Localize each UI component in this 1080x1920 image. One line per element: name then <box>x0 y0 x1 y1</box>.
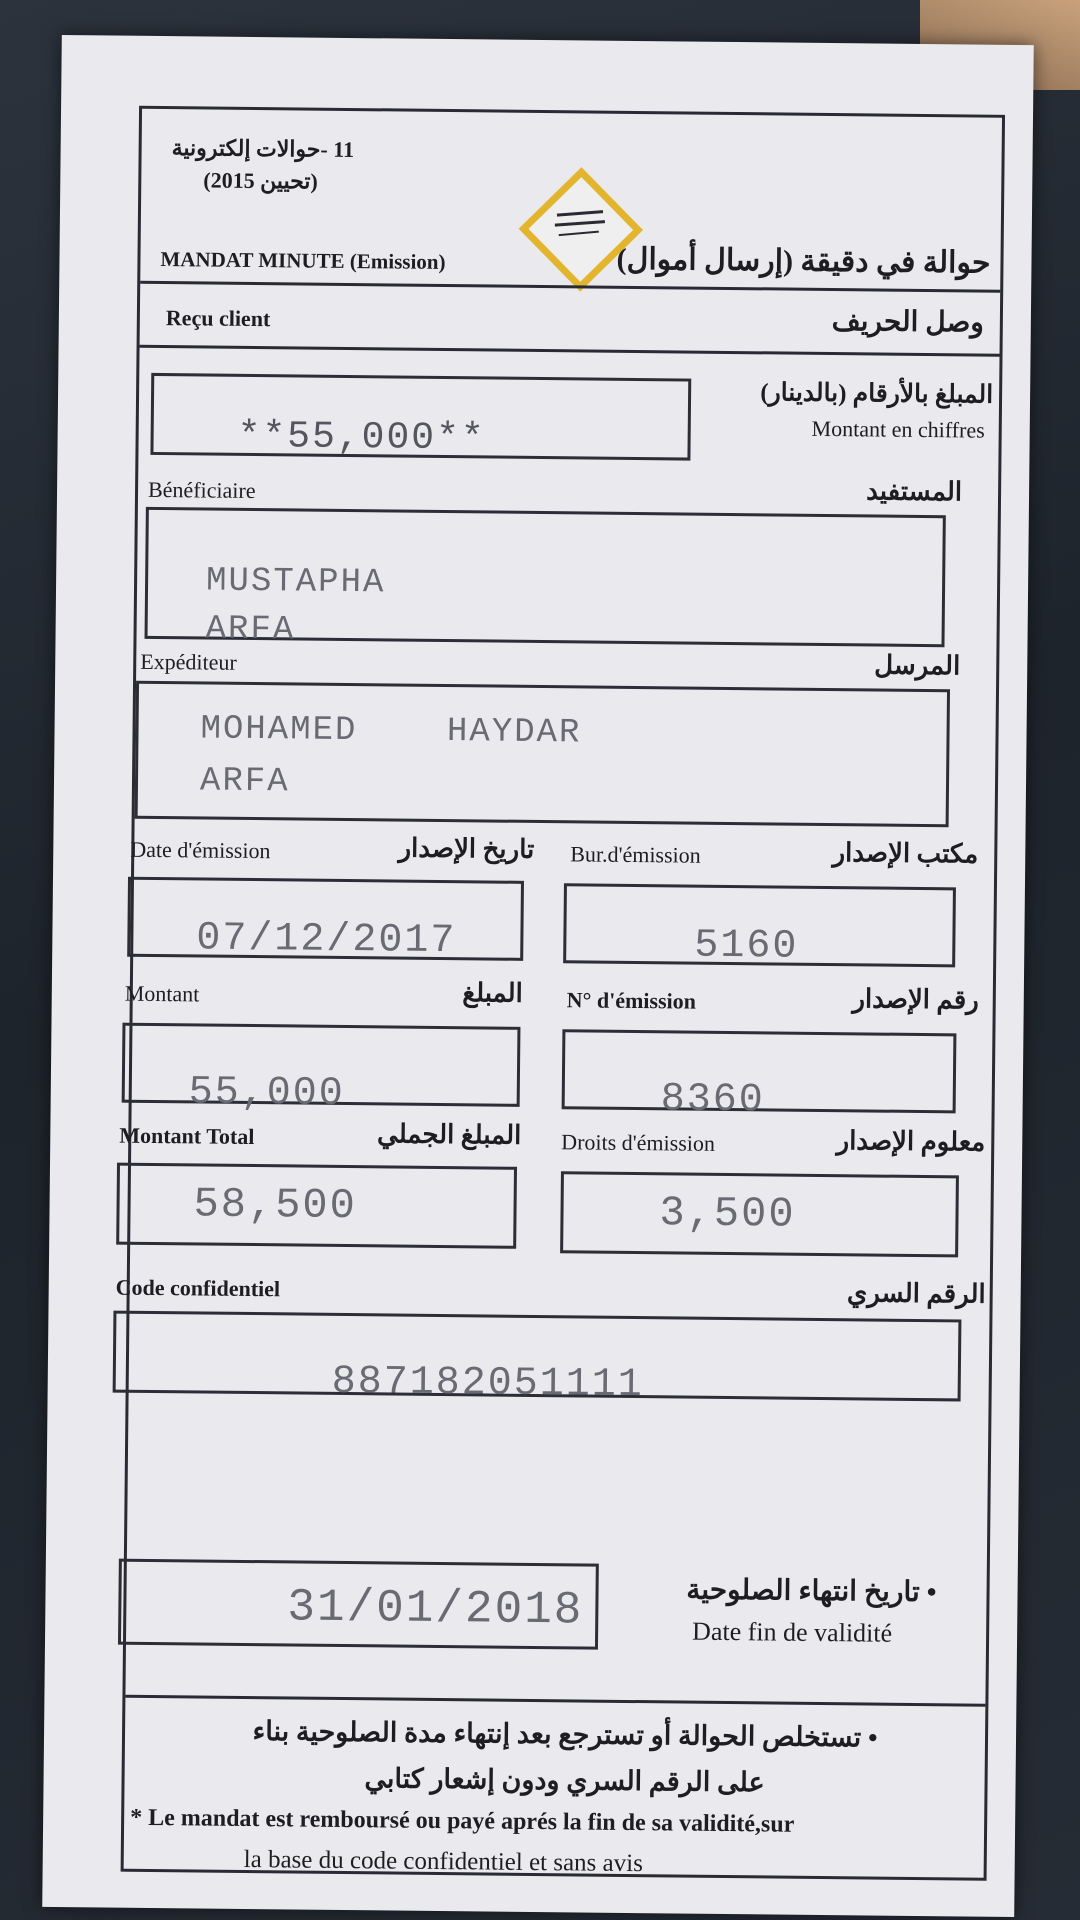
receipt-frame <box>115 106 1005 1881</box>
issue-office-label-ar: مكتب الإصدار <box>832 838 979 869</box>
code-box <box>113 1311 962 1409</box>
beneficiary-label-fr: Bénéficiaire <box>147 476 256 504</box>
total-value: 58,500 <box>193 1180 358 1231</box>
issue-date-value: 07/12/2017 <box>196 916 457 965</box>
validity-box <box>118 1559 599 1650</box>
issue-number-label-fr: N° d'émission <box>566 987 697 1014</box>
amount-digits-label-ar: المبلغ بالأرقام (بالدينار) <box>760 379 994 409</box>
amount-label-fr: Montant <box>124 980 200 1007</box>
beneficiary-line2: ARFA <box>205 610 296 650</box>
beneficiary-label-ar: المستفيد <box>866 476 963 507</box>
footer-note-fr-1: * Le mandat est remboursé ou payé aprés la fin de sa validité,sur <box>130 1804 795 1838</box>
receipt-label-fr: Reçu client <box>165 305 271 332</box>
series-year: (تحيين 2015) <box>203 167 318 194</box>
issue-office-value: 5160 <box>694 923 799 970</box>
issue-number-box <box>562 1029 957 1124</box>
validity-value: 31/01/2018 <box>287 1581 584 1637</box>
sender-label-fr: Expéditeur <box>140 648 237 675</box>
issue-date-label-fr: Date d'émission <box>130 836 271 864</box>
divider <box>140 281 1000 293</box>
validity-label-fr: Date fin de validité <box>691 1616 893 1648</box>
logo-mark-icon <box>549 205 611 246</box>
sender-label-ar: المرسل <box>874 650 961 681</box>
beneficiary-line1: MUSTAPHA <box>205 562 386 603</box>
sender-box <box>135 681 950 828</box>
amount-value: 55,000 <box>188 1070 346 1117</box>
validity-label-ar: • تاريخ انتهاء الصلوحية <box>686 1574 937 1609</box>
code-label-ar: الرقم السري <box>846 1278 986 1309</box>
amount-digits-box <box>150 373 691 461</box>
total-label-fr: Montant Total <box>119 1122 255 1150</box>
form-title-ar: حوالة في دقيقة (إرسال أموال) <box>616 242 991 280</box>
issue-number-label-ar: رقم الإصدار <box>852 984 979 1015</box>
issue-office-label-fr: Bur.d'émission <box>570 841 701 868</box>
amount-label-ar: المبلغ <box>462 978 523 1008</box>
fees-box <box>560 1171 959 1257</box>
amount-digits-value: **55,000** <box>237 414 486 461</box>
series-label: 11 -حوالات إلكترونية <box>171 135 355 163</box>
issue-office-box <box>563 883 956 970</box>
fees-value: 3,500 <box>659 1189 796 1239</box>
receipt-label-ar: وصل الحريف <box>831 306 985 339</box>
code-value: 887182051111 <box>331 1359 644 1409</box>
form-title-fr: MANDAT MINUTE (Emission) <box>160 247 446 274</box>
sender-line1: MOHAMED HAYDAR <box>200 710 582 753</box>
beneficiary-box <box>145 507 946 650</box>
amount-digits-label-fr: Montant en chiffres <box>811 415 985 443</box>
total-label-ar: المبلغ الجملي <box>376 1119 522 1150</box>
footer-note-fr-2: la base du code confidentiel et sans avis <box>243 1845 644 1878</box>
footer-note-ar-2: على الرقم السري ودون إشعار كتابي <box>364 1763 765 1798</box>
issue-date-label-ar: تاريخ الإصدار <box>398 833 535 864</box>
issue-number-value: 8360 <box>660 1077 765 1124</box>
issue-date-box <box>127 877 524 965</box>
fees-label-ar: معلوم الإصدار <box>836 1126 986 1157</box>
divider <box>125 1695 985 1707</box>
divider <box>140 345 1000 357</box>
footer-note-ar-1: • تستخلص الحوالة أو تسترجع بعد إنتهاء مدة الصلوحية بناء <box>252 1716 878 1753</box>
sender-line2: ARFA <box>199 762 290 802</box>
receipt-paper <box>42 35 1034 1917</box>
fees-label-fr: Droits d'émission <box>561 1129 716 1156</box>
code-label-fr: Code confidentiel <box>115 1274 281 1302</box>
amount-box <box>122 1023 521 1117</box>
total-box <box>116 1163 517 1249</box>
